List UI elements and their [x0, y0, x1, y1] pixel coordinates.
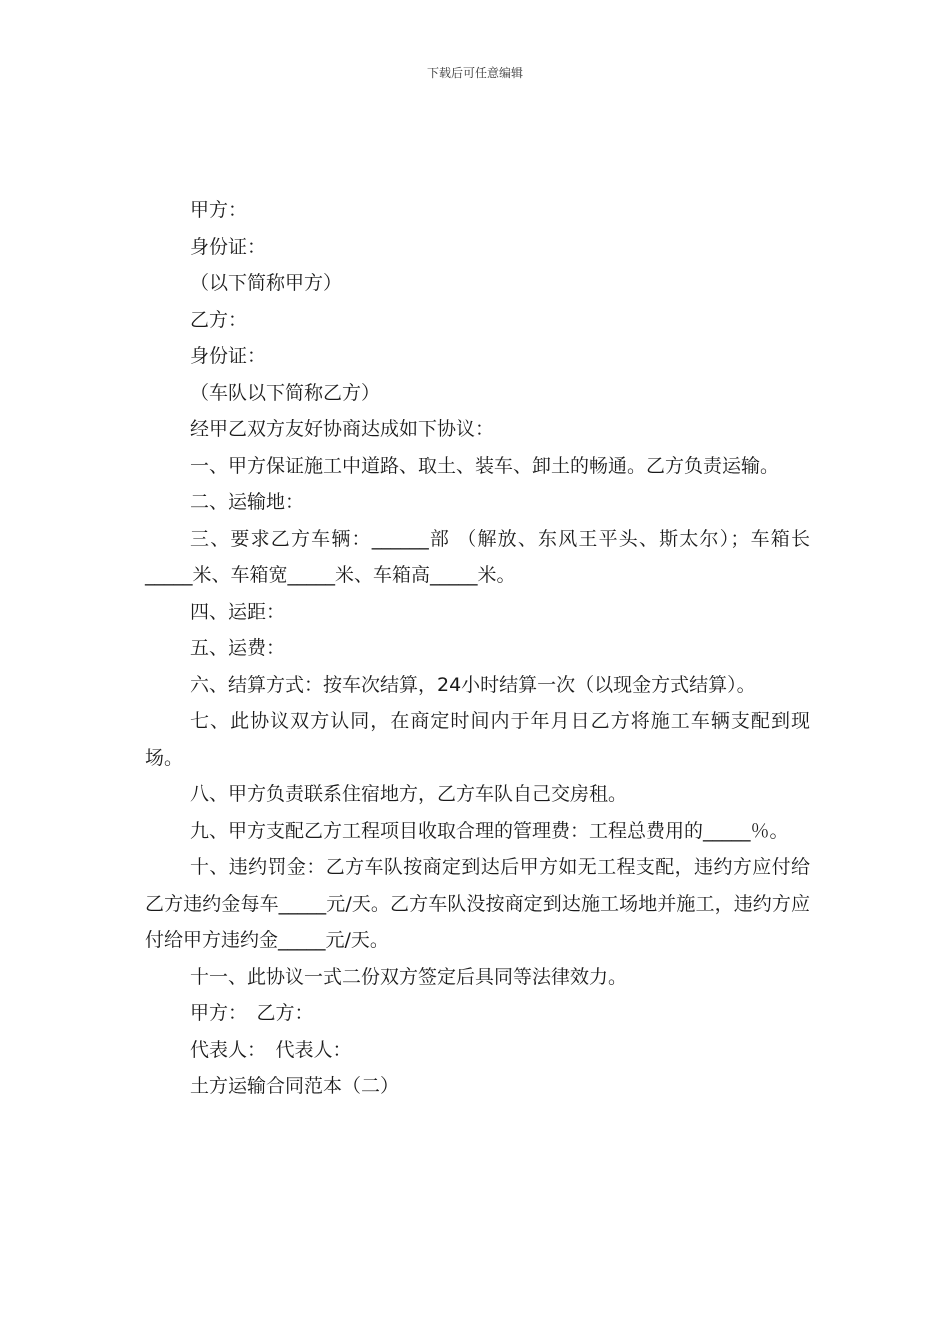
party-b-id-label: 身份证：: [190, 345, 267, 367]
party-a-id-label: 身份证：: [190, 235, 267, 258]
clause-6: 六、结算方式：按车次结算，24小时结算一次（以现金方式结算）。: [190, 673, 756, 696]
clause-3: 三、要求乙方车辆：______部 （解放、东风王平头、斯太尔）；车箱长_____米、车箱宽_____米、车箱高_____米。: [145, 527, 810, 586]
clause-9: 九、甲方支配乙方工程项目收取合理的管理费：工程总费用的_____％。: [190, 819, 789, 842]
signature-parties: 甲方： 乙方：: [190, 1002, 314, 1024]
clause-5: 五、运费：: [190, 637, 286, 659]
party-a-label: 甲方：: [190, 199, 248, 221]
clause-4: 四、运距：: [190, 600, 286, 623]
clause-2: 二、运输地：: [190, 491, 305, 513]
clause-8: 八、甲方负责联系住宿地方，乙方车队自己交房租。: [190, 783, 628, 805]
agreement-intro: 经甲乙双方友好协商达成如下协议：: [190, 418, 495, 440]
party-b-abbrev-note: （车队以下简称乙方）: [190, 381, 381, 404]
contract-body: [145, 192, 810, 1105]
party-a-abbrev-note: （以下简称甲方）: [190, 272, 343, 294]
party-b-label: 乙方：: [190, 308, 248, 331]
signature-representatives: 代表人： 代表人：: [190, 1038, 352, 1061]
clause-10: 十、违约罚金：乙方车队按商定到达后甲方如无工程支配，违约方应付给乙方违约金每车_____元/天。乙方车队没按商定到达施工场地并施工，违约方应付给甲方违约金_____元/天。: [145, 856, 810, 951]
page-header-note: 下载后可任意编辑: [426, 66, 523, 80]
clause-11: 十一、此协议一式二份双方签定后具同等法律效力。: [190, 965, 628, 988]
clause-1: 一、甲方保证施工中道路、取土、装车、卸土的畅通。乙方负责运输。: [190, 454, 780, 477]
next-section-title: 土方运输合同范本（二）: [190, 1075, 400, 1097]
clause-7: 七、此协议双方认同，在商定时间内于年月日乙方将施工车辆支配到现场。: [145, 710, 810, 769]
